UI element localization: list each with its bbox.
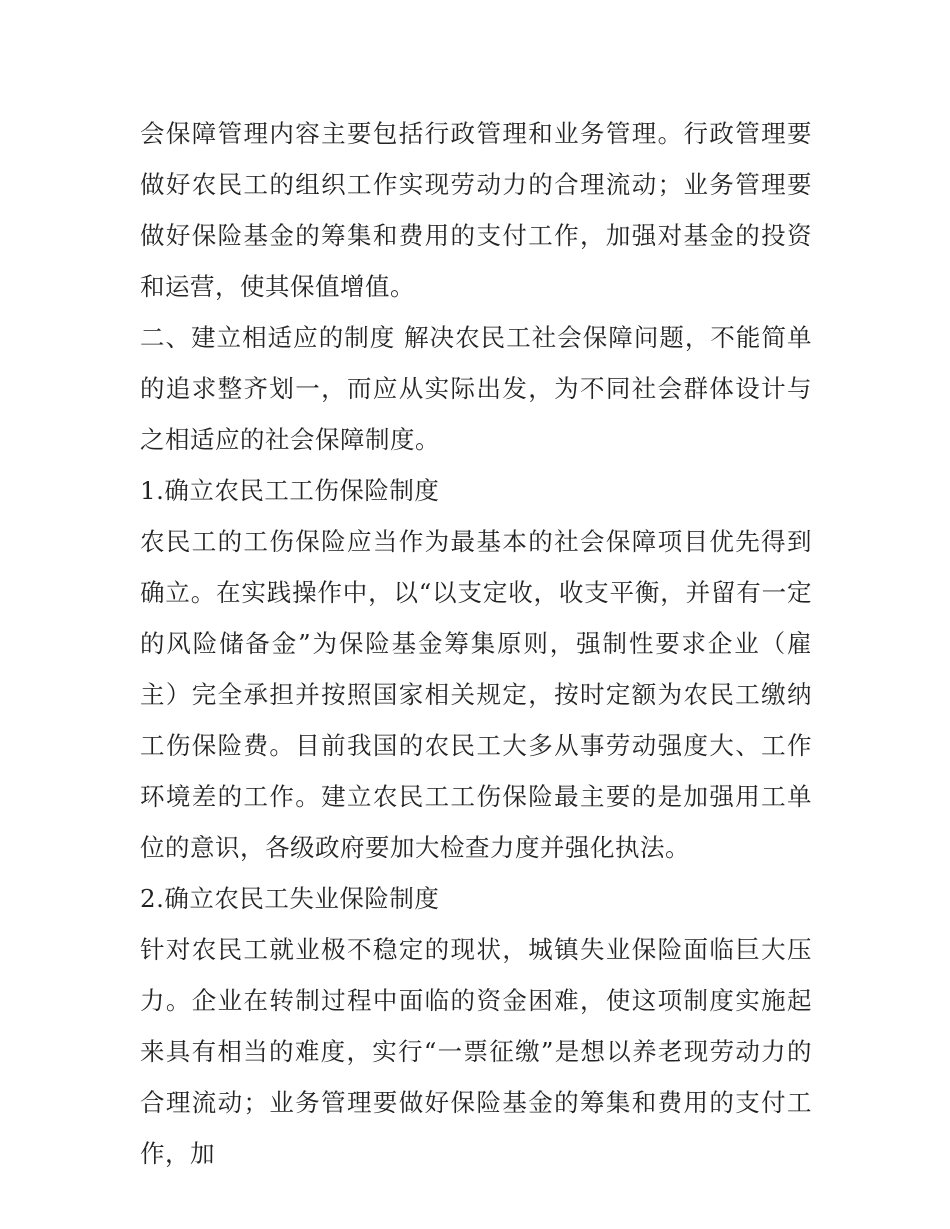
heading-work-injury-insurance: 1.确立农民工工伤保险制度 (140, 476, 440, 505)
paragraph-social-security-management: 会保障管理内容主要包括行政管理和业务管理。行政管理要做好农民工的组织工作实现劳动力的合理流动；业务管理要做好保险基金的筹集和费用的支付工作，加强对基金的投资和运营，使其保值增值。 (140, 119, 812, 301)
document-body (140, 108, 812, 1179)
heading-unemployment-insurance: 2.确立农民工失业保险制度 (140, 884, 440, 913)
paragraph-section-two: 二、建立相适应的制度 解决农民工社会保障问题，不能简单的追求整齐划一，而应从实际出发，为不同社会群体设计与之相适应的社会保障制度。 (140, 323, 812, 454)
paragraph-unemployment-insurance: 针对农民工就业极不稳定的现状，城镇失业保险面临巨大压力。企业在转制过程中面临的资金困难，使这项制度实施起来具有相当的难度，实行“一票征缴”是想以养老现劳动力的合理流动；业务管理要做好保险基金的筹集和费用的支付工作，加 (140, 935, 812, 1168)
paragraph-work-injury-insurance: 农民工的工伤保险应当作为最基本的社会保障项目优先得到确立。在实践操作中，以“以支定收，收支平衡，并留有一定的风险储备金”为保险基金筹集原则，强制性要求企业（雇主）完全承担并按照国家相关规定，按时定额为农民工缴纳工伤保险费。目前我国的农民工大多从事劳动强度大、工作环境差的工作。建立农民工工伤保险最主要的是加强用工单位的意识，各级政府要加大检查力度并强化执法。 (140, 527, 812, 862)
